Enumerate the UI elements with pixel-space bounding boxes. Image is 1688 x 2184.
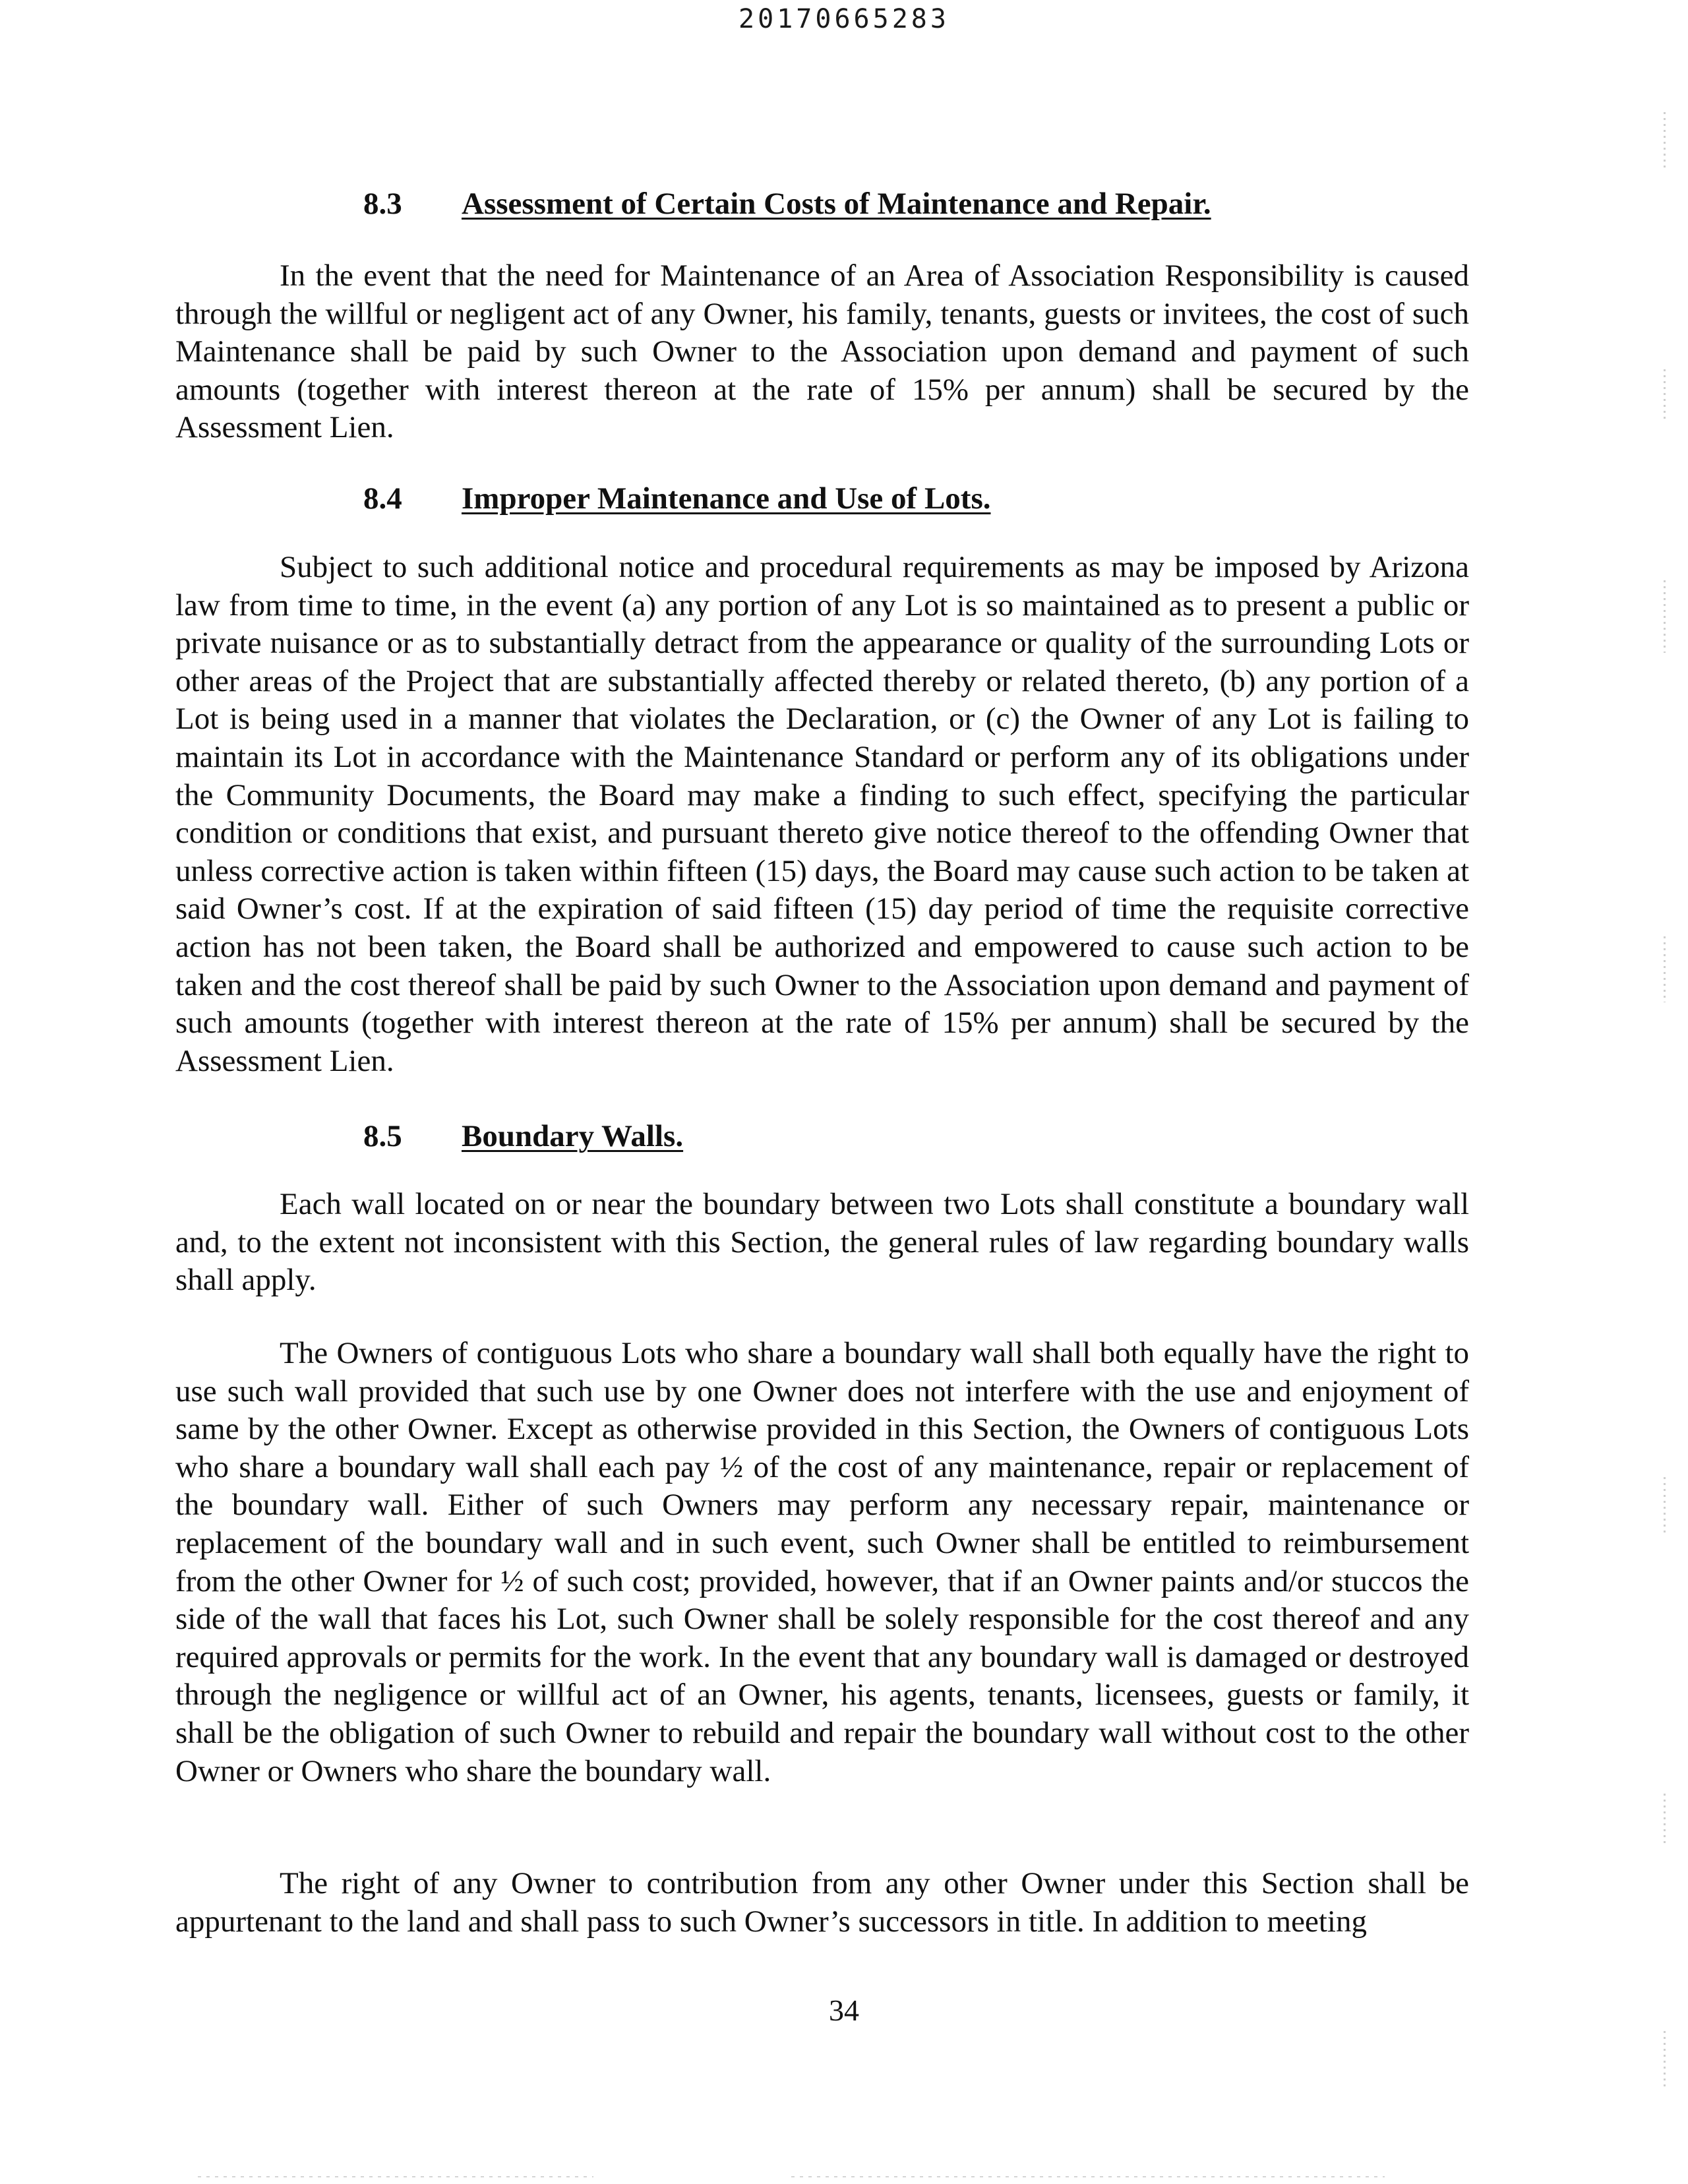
page-number: 34 — [829, 1993, 859, 2027]
section-number: 8.5 — [363, 1119, 402, 1153]
section-title: Assessment of Certain Costs of Maintenance and Repair. — [462, 187, 1211, 221]
section-8-4-paragraph-1: Subject to such additional notice and procedural requirements as may be imposed by Arizona law from time to time, in the event (a) any portion of any Lot is so maintained as to present a public or private nuisance or as to substantially detract from the appearance or quality of the surrounding Lots or other areas of the Project that are substantially affected thereby or related thereto, (b) any portion of a Lot is being used in a manner that violates the Declaration, or (c) the Owner of any Lot is failing to maintain its Lot in accordance with the Maintenance Standard or perform any of its obligations under the Community Documents, the Board may make a finding to such effect, specifying the particular condition or conditions that exist, and pursuant thereto give notice thereof to the offending Owner that unless corrective action is taken within fifteen (15) days, the Board may cause such action to be taken at said Owner’s cost. If at the expiration of said fifteen (15) day period of time the requisite corrective action has not been taken, the Board shall be authorized and empowered to cause such action to be taken and the cost thereof shall be paid by such Owner to the Association upon demand and payment of such amounts (together with interest thereon at the rate of 15% per annum) shall be secured by the Assessment Lien. — [175, 550, 1469, 1078]
scan-artifact — [791, 2176, 1385, 2177]
section-8-5-paragraph-3: The right of any Owner to contribution from any other Owner under this Section shall be appurtenant to the land and shall pass to such Owner’s successors in title. In addition to meeting — [175, 1866, 1469, 1939]
scan-artifact — [1664, 112, 1666, 171]
section-8-5-paragraph-2: The Owners of contiguous Lots who share a boundary wall shall both equally have the right to use such wall provided that such use by one Owner does not interfere with the use and enjoyment of same by the other Owner. Except as otherwise provided in this Section, the Owners of contiguous Lots who share a boundary wall shall each pay ½ of the cost of any maintenance, repair or replacement of the boundary wall. Either of such Owners may perform any necessary repair, maintenance or replacement of the boundary wall and in such event, such Owner shall be entitled to reimbursement from the other Owner for ½ of such cost; provided, however, that if an Owner paints and/or stuccos the side of the wall that faces his Lot, such Owner shall be solely responsible for the cost thereof and any required approvals or permits for the work. In the event that any boundary wall is damaged or destroyed through the negligence or willful act of an Owner, his agents, tenants, licensees, guests or family, it shall be the obligation of such Owner to rebuild and repair the boundary wall without cost to the other Owner or Owners who share the boundary wall. — [175, 1336, 1469, 1788]
section-title: Boundary Walls. — [462, 1119, 684, 1153]
section-number: 8.4 — [363, 481, 402, 516]
scan-artifact — [1664, 1794, 1666, 1846]
section-title: Improper Maintenance and Use of Lots. — [462, 481, 991, 516]
section-8-5-paragraph-1: Each wall located on or near the boundary between two Lots shall constitute a boundary wall and, to the extent not inconsistent with this Section, the general rules of law regarding boundary walls shall apply. — [175, 1187, 1469, 1298]
scan-artifact — [1664, 580, 1666, 653]
scan-artifact — [1664, 2031, 1666, 2090]
scan-artifact — [1664, 936, 1666, 1002]
section-8-3-paragraph-1: In the event that the need for Maintenance of an Area of Association Responsibility is caused through the willful or negligent act of any Owner, his family, tenants, guests or invitees, the cost of such Maintenance shall be paid by such Owner to the Association upon demand and payment of such amounts (together with interest thereon at the rate of 15% per annum) shall be secured by the Assessment Lien. — [175, 258, 1469, 445]
scan-artifact — [1664, 369, 1666, 422]
recording-document-number: 20170665283 — [738, 4, 950, 34]
scan-artifact — [1664, 1477, 1666, 1536]
scan-artifact — [198, 2176, 593, 2177]
section-number: 8.3 — [363, 187, 402, 221]
